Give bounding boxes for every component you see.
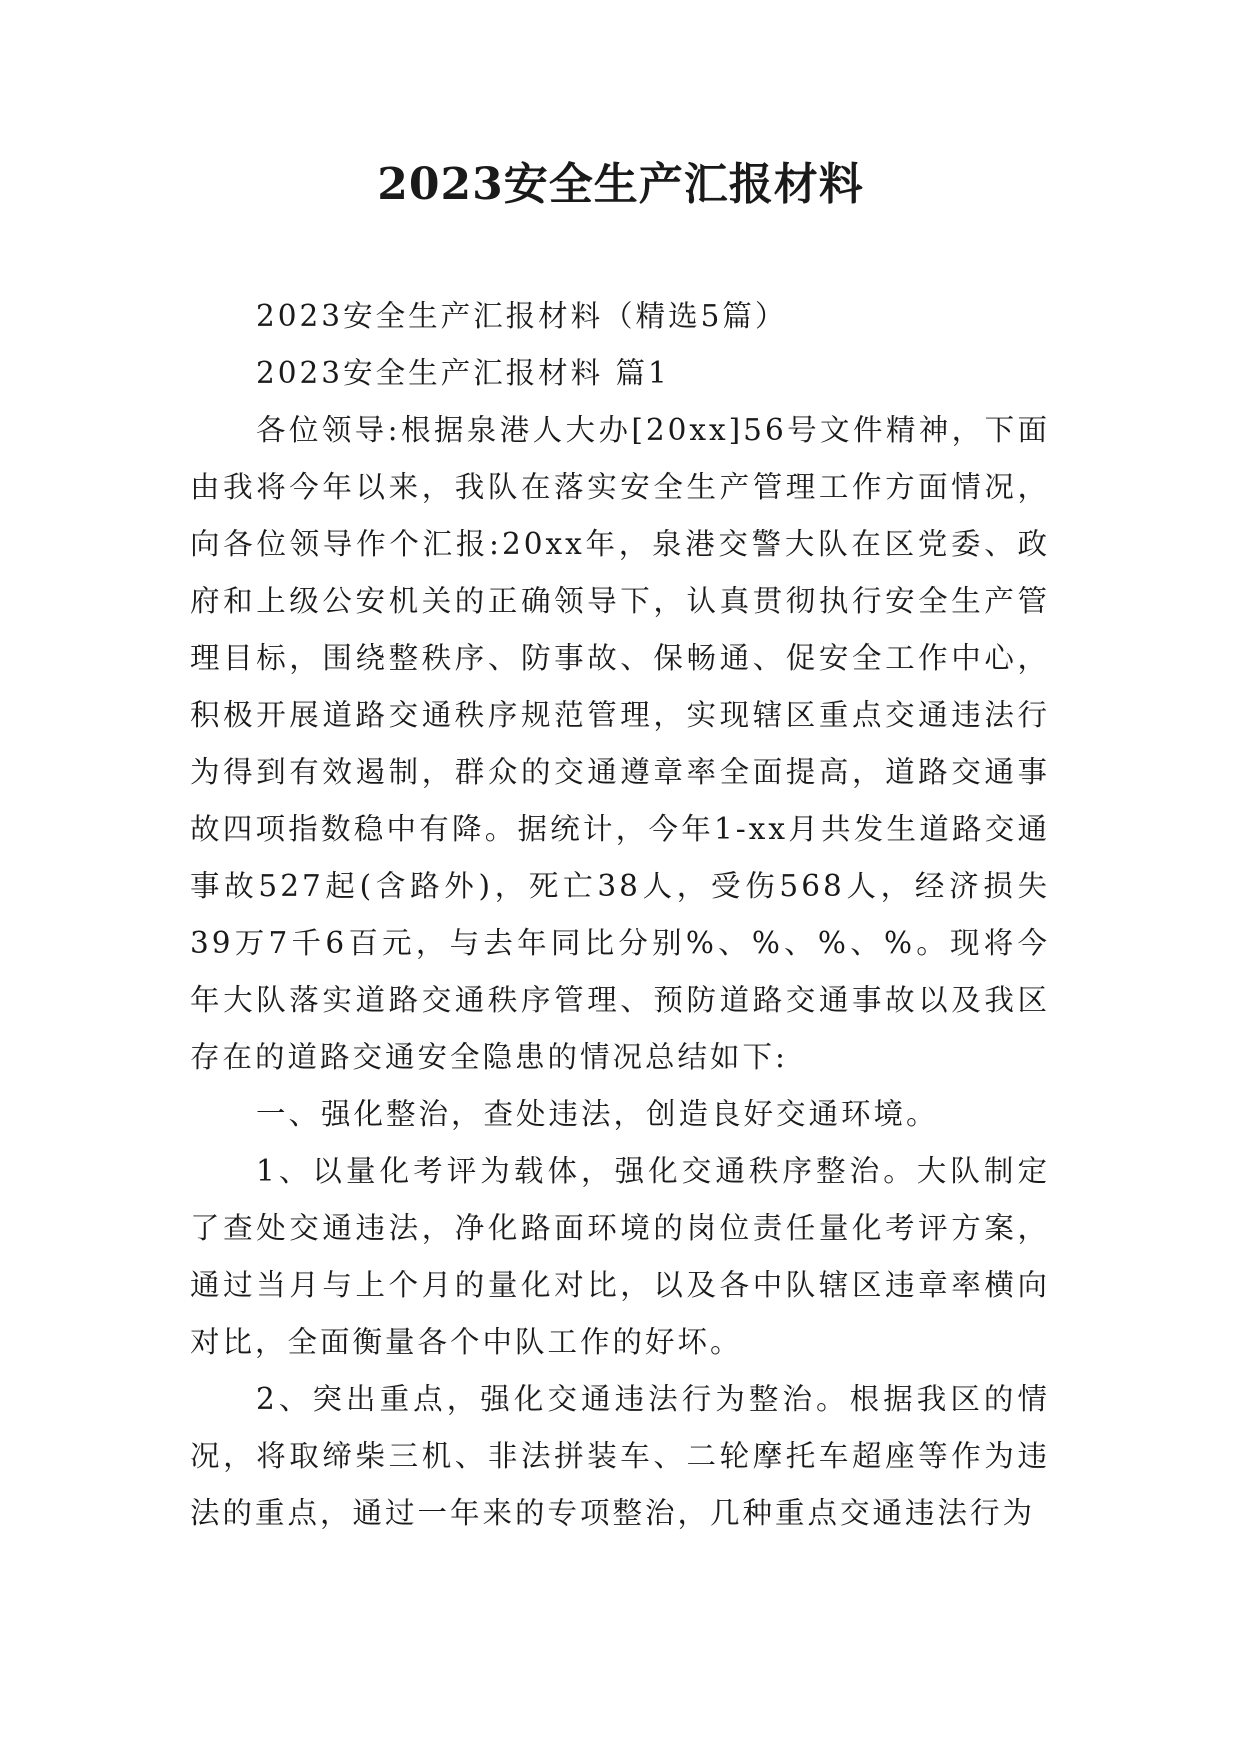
paragraph-heading-1: 一、强化整治，查处违法，创造良好交通环境。 (256, 1097, 939, 1131)
document-body (190, 288, 1050, 1542)
paragraph-section-heading: 2023安全生产汇报材料 篇1 (256, 356, 670, 390)
document-title: 2023安全生产汇报材料 (377, 159, 864, 210)
paragraph-subtitle: 2023安全生产汇报材料（精选5篇） (256, 299, 788, 333)
paragraph-intro: 各位领导:根据泉港人大办[20xx]56号文件精神，下面由我将今年以来，我队在落实安全生产管理工作方面情况，向各位领导作个汇报:20xx年，泉港交警大队在区党委、政府和上级公安机关的正确领导下，认真贯彻执行安全生产管理目标，围绕整秩序、防事故、保畅通、促安全工作中心，积极开展道路交通秩序规范管理，实现辖区重点交通违法行为得到有效遏制，群众的交通遵章率全面提高，道路交通事故四项指数稳中有降。据统计，今年1-xx月共发生道路交通事故527起(含路外)，死亡38人，受伤568人，经济损失39万7千6百元，与去年同比分别%、%、%、%。现将今年大队落实道路交通秩序管理、预防道路交通事故以及我区存在的道路交通安全隐患的情况总结如下: (190, 413, 1050, 1074)
paragraph-item-2: 2、突出重点，强化交通违法行为整治。根据我区的情况，将取缔柴三机、非法拼装车、二轮摩托车超座等作为违法的重点，通过一年来的专项整治，几种重点交通违法行为 (190, 1382, 1050, 1530)
paragraph-item-1: 1、以量化考评为载体，强化交通秩序整治。大队制定了查处交通违法，净化路面环境的岗位责任量化考评方案，通过当月与上个月的量化对比，以及各中队辖区违章率横向对比，全面衡量各个中队工作的好坏。 (190, 1154, 1050, 1359)
